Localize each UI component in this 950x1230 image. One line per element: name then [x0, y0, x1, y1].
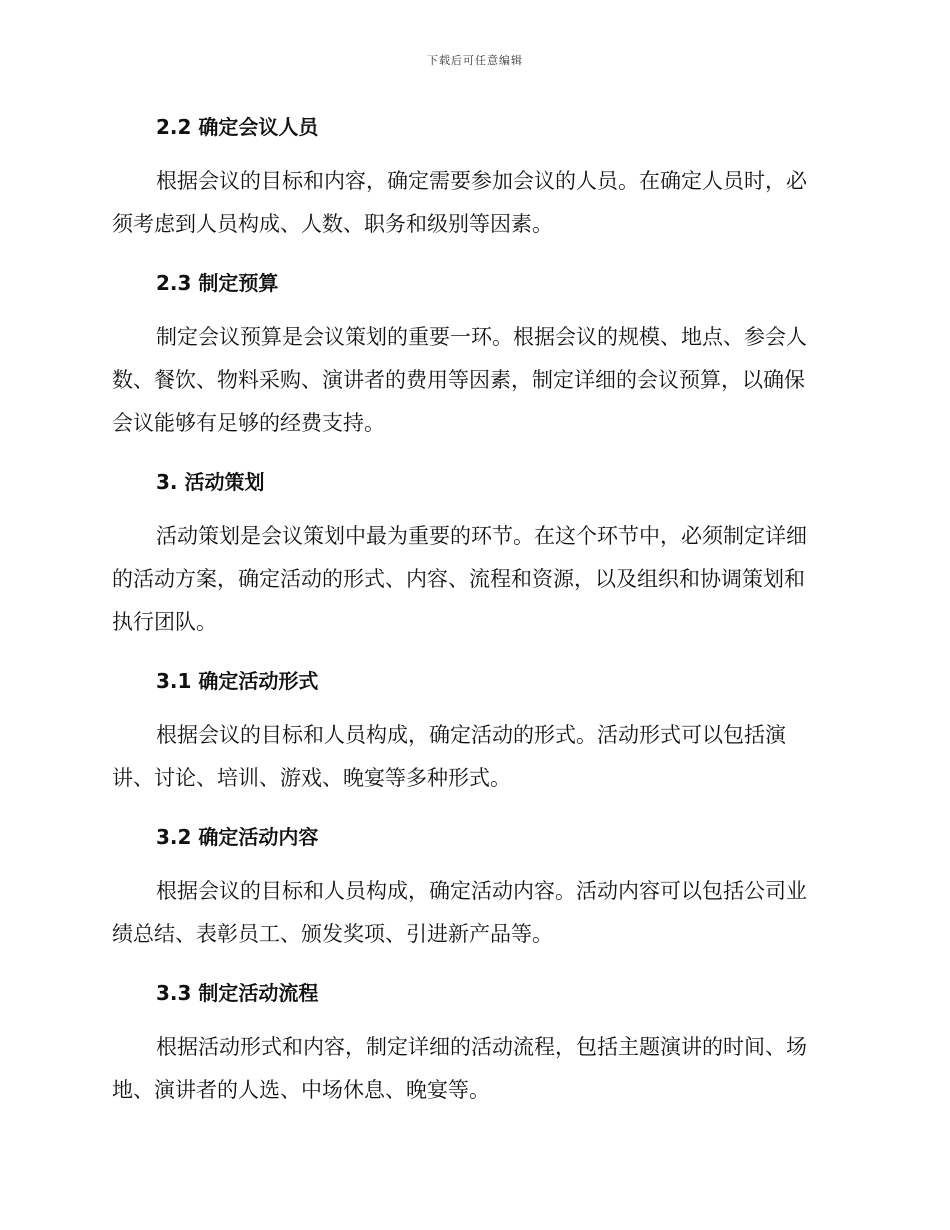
section-3-1 [112, 666, 832, 800]
section-paragraph: 根据会议的目标和人员构成，确定活动的形式。活动形式可以包括演 讲、讨论、培训、游戏、晚宴等多种形式。 [112, 723, 786, 790]
section-paragraph: 根据会议的目标和内容，确定需要参加会议的人员。在确定人员时，必 须考虑到人员构成、人数、职务和级别等因素。 [112, 169, 807, 236]
section-heading: 2.3 制定预算 [156, 271, 279, 295]
section-paragraph: 活动策划是会议策划中最为重要的环节。在这个环节中，必须制定详细 的活动方案，确定活动的形式、内容、流程和资源，以及组织和协调策划和 执行团队。 [112, 524, 807, 634]
section-paragraph: 制定会议预算是会议策划的重要一环。根据会议的规模、地点、参会人 数、餐饮、物料采购、演讲者的费用等因素，制定详细的会议预算，以确保 会议能够有足够的经费支持。 [112, 325, 807, 435]
section-heading: 3.1 确定活动形式 [156, 669, 319, 693]
section-heading: 3.3 制定活动流程 [156, 981, 319, 1005]
section-3-2 [112, 822, 832, 956]
section-3 [112, 467, 832, 644]
section-heading: 3. 活动策划 [156, 470, 265, 494]
section-2-2 [112, 112, 832, 246]
section-heading: 2.2 确定会议人员 [156, 115, 319, 139]
section-paragraph: 根据活动形式和内容，制定详细的活动流程，包括主题演讲的时间、场 地、演讲者的人选、中场休息、晚宴等。 [112, 1035, 807, 1102]
document-body [112, 112, 832, 1134]
section-heading: 3.2 确定活动内容 [156, 825, 319, 849]
section-paragraph: 根据会议的目标和人员构成，确定活动内容。活动内容可以包括公司业 绩总结、表彰员工、颁发奖项、引进新产品等。 [112, 879, 807, 946]
page-header: 下载后可任意编辑 [427, 54, 523, 67]
section-3-3 [112, 978, 832, 1112]
section-2-3 [112, 268, 832, 445]
